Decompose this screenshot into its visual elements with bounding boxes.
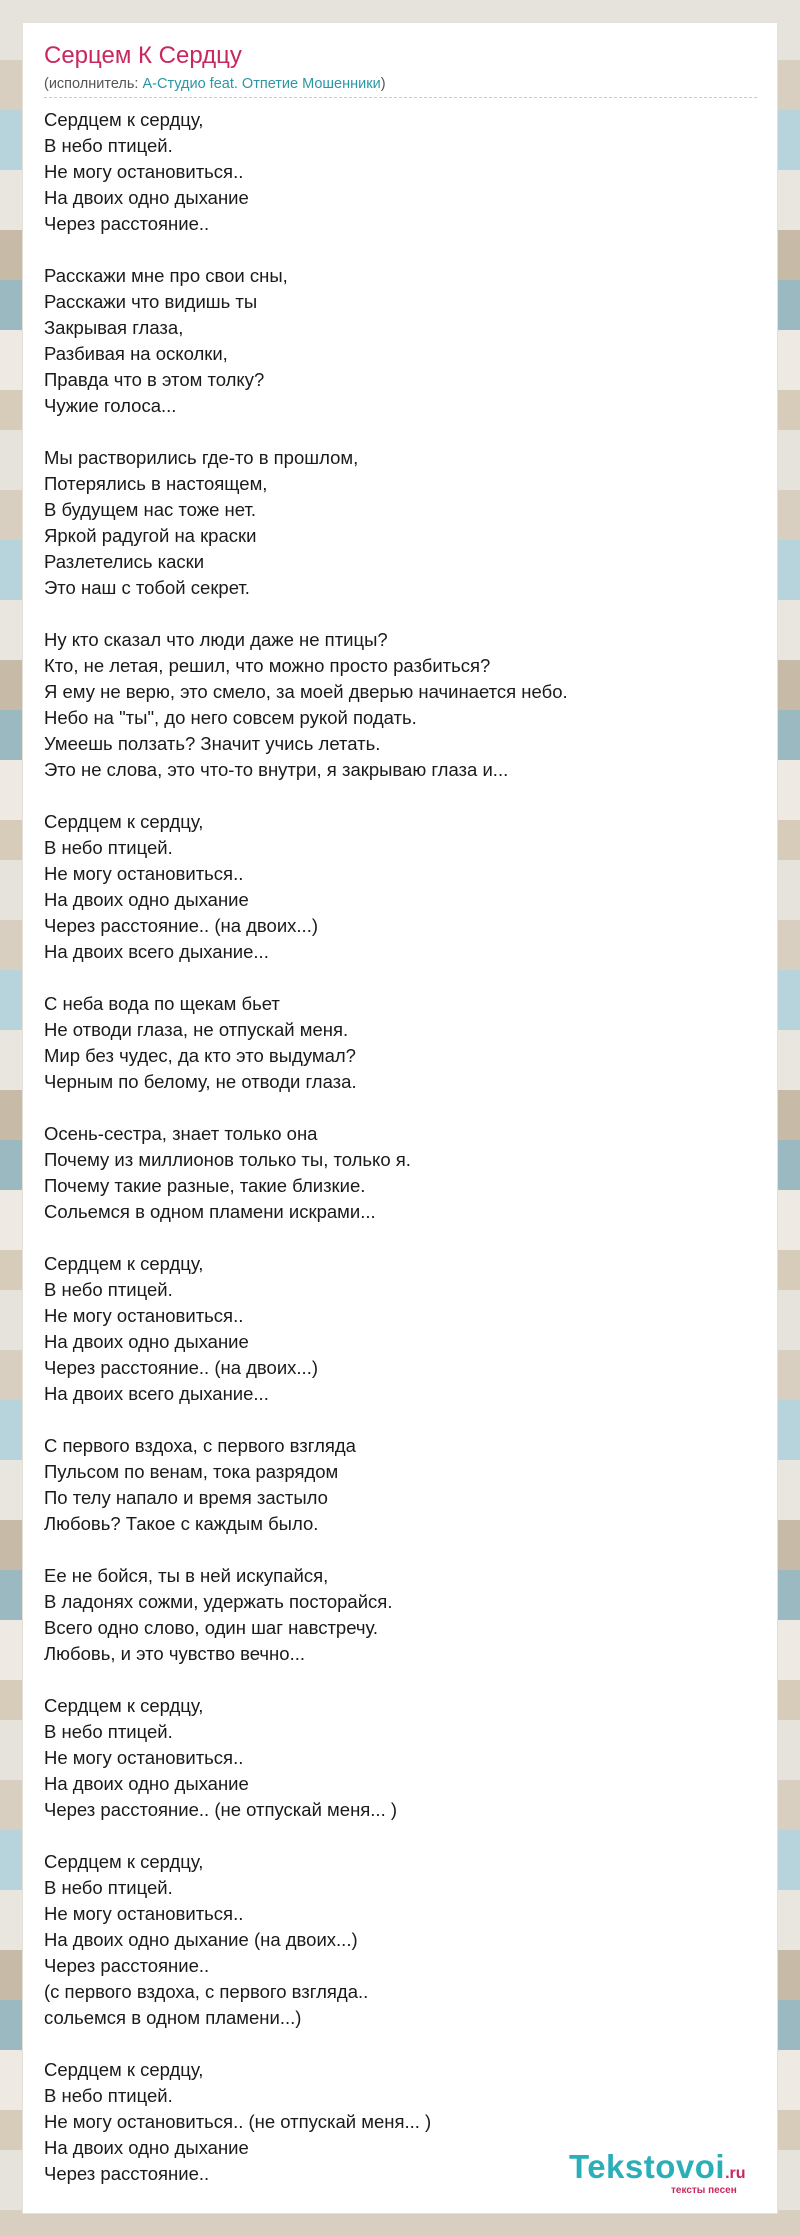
lyrics-line: Разлетелись каски: [44, 551, 205, 572]
lyrics-line: Сердцем к сердцу,: [44, 109, 204, 130]
lyrics-line: Сердцем к сердцу,: [44, 1253, 204, 1274]
lyrics-line: Сольемся в одном пламени искрами...: [44, 1201, 376, 1222]
lyrics-stanza: [44, 263, 764, 419]
lyrics-line: Мы растворились где-то в прошлом,: [44, 447, 359, 468]
lyrics-line: Не могу остановиться..: [44, 161, 244, 182]
lyrics-stanza: [44, 445, 764, 601]
lyrics-line: В небо птицей.: [44, 1877, 173, 1898]
lyrics-stanza: [44, 1251, 764, 1407]
lyrics-line: В небо птицей.: [44, 1721, 173, 1742]
lyrics-line: С первого вздоха, с первого взгляда: [44, 1435, 356, 1456]
lyrics-line: На двоих одно дыхание: [44, 1773, 249, 1794]
performer-suffix: ): [380, 76, 386, 92]
site-logo[interactable]: [569, 2147, 769, 2207]
logo-tagline: тексты песен: [671, 2185, 737, 2196]
lyrics-line: На двоих одно дыхание: [44, 889, 249, 910]
lyrics-line: На двоих всего дыхание...: [44, 1383, 269, 1404]
lyrics-line: На двоих всего дыхание...: [44, 941, 269, 962]
lyrics-line: Расскажи что видишь ты: [44, 291, 258, 312]
logo-name: Tekstovoi: [569, 2148, 726, 2185]
lyrics-line: Через расстояние..: [44, 1955, 210, 1976]
lyrics-line: Пульсом по венам, тока разрядом: [44, 1461, 339, 1482]
lyrics-line: Через расстояние..: [44, 213, 210, 234]
lyrics-line: Осень-сестра, знает только она: [44, 1123, 318, 1144]
lyrics-line: Почему из миллионов только ты, только я.: [44, 1149, 411, 1170]
page-title: Серцем К Сердцу: [44, 42, 242, 69]
lyrics-line: Не могу остановиться.. (не отпускай меня... ): [44, 2111, 432, 2132]
lyrics-line: Мир без чудес, да кто это выдумал?: [44, 1045, 356, 1066]
lyrics-line: Кто, не летая, решил, что можно просто разбиться?: [44, 655, 491, 676]
lyrics-line: На двоих одно дыхание (на двоих...): [44, 1929, 358, 1950]
lyrics-text: [44, 107, 764, 2213]
lyrics-line: Любовь? Такое с каждым было.: [44, 1513, 319, 1534]
lyrics-line: По телу напало и время застыло: [44, 1487, 328, 1508]
lyrics-line: Сердцем к сердцу,: [44, 1695, 204, 1716]
lyrics-line: Это наш с тобой секрет.: [44, 577, 250, 598]
lyrics-line: Это не слова, это что-то внутри, я закрываю глаза и...: [44, 759, 509, 780]
lyrics-line: В ладонях сожми, удержать посторайся.: [44, 1591, 393, 1612]
lyrics-line: Через расстояние.. (на двоих...): [44, 1357, 318, 1378]
lyrics-stanza: [44, 1433, 764, 1537]
lyrics-line: Закрывая глаза,: [44, 317, 184, 338]
lyrics-line: Не могу остановиться..: [44, 863, 244, 884]
lyrics-line: В небо птицей.: [44, 135, 173, 156]
lyrics-line: Сердцем к сердцу,: [44, 811, 204, 832]
lyrics-line: (с первого вздоха, с первого взгляда..: [44, 1981, 369, 2002]
lyrics-line: Всего одно слово, один шаг навстречу.: [44, 1617, 379, 1638]
lyrics-stanza: [44, 1693, 764, 1823]
lyrics-line: Умеешь ползать? Значит учись летать.: [44, 733, 381, 754]
lyrics-card: [22, 22, 778, 2214]
lyrics-line: Расскажи мне про свои сны,: [44, 265, 288, 286]
lyrics-stanza: [44, 627, 764, 783]
lyrics-line: Почему такие разные, такие близкие.: [44, 1175, 366, 1196]
lyrics-line: Через расстояние.. (на двоих...): [44, 915, 318, 936]
lyrics-line: Небо на "ты", до него совсем рукой подать.: [44, 707, 417, 728]
lyrics-line: На двоих одно дыхание: [44, 2137, 249, 2158]
lyrics-line: Ее не бойся, ты в ней искупайся,: [44, 1565, 329, 1586]
lyrics-line: В небо птицей.: [44, 2085, 173, 2106]
lyrics-stanza: [44, 1849, 764, 2031]
lyrics-line: Потерялись в настоящем,: [44, 473, 268, 494]
performer-line: [44, 75, 757, 98]
lyrics-line: Не отводи глаза, не отпускай меня.: [44, 1019, 349, 1040]
lyrics-line: На двоих одно дыхание: [44, 1331, 249, 1352]
lyrics-line: сольемся в одном пламени...): [44, 2007, 302, 2028]
lyrics-stanza: [44, 809, 764, 965]
lyrics-line: Разбивая на осколки,: [44, 343, 228, 364]
performer-link[interactable]: A-Студио feat. Отпетие Мошенники: [142, 76, 381, 92]
lyrics-line: Яркой радугой на краски: [44, 525, 257, 546]
lyrics-line: Не могу остановиться..: [44, 1305, 244, 1326]
lyrics-line: Через расстояние.. (не отпускай меня... ): [44, 1799, 398, 1820]
lyrics-line: Сердцем к сердцу,: [44, 1851, 204, 1872]
lyrics-line: Чужие голоса...: [44, 395, 177, 416]
lyrics-line: Через расстояние..: [44, 2163, 210, 2184]
lyrics-line: С неба вода по щекам бьет: [44, 993, 280, 1014]
lyrics-line: Не могу остановиться..: [44, 1903, 244, 1924]
lyrics-line: Черным по белому, не отводи глаза.: [44, 1071, 357, 1092]
performer-prefix: (исполнитель:: [44, 76, 143, 92]
lyrics-line: Любовь, и это чувство вечно...: [44, 1643, 305, 1664]
lyrics-stanza: [44, 991, 764, 1095]
lyrics-line: Ну кто сказал что люди даже не птицы?: [44, 629, 388, 650]
lyrics-line: В небо птицей.: [44, 837, 173, 858]
lyrics-line: Сердцем к сердцу,: [44, 2059, 204, 2080]
lyrics-line: Не могу остановиться..: [44, 1747, 244, 1768]
lyrics-line: Я ему не верю, это смело, за моей дверью начинается небо.: [44, 681, 568, 702]
lyrics-stanza: [44, 1121, 764, 1225]
lyrics-stanza: [44, 107, 764, 237]
lyrics-stanza: [44, 1563, 764, 1667]
logo-tld: .ru: [725, 2165, 746, 2182]
lyrics-line: В будущем нас тоже нет.: [44, 499, 257, 520]
lyrics-line: В небо птицей.: [44, 1279, 173, 1300]
lyrics-line: Правда что в этом толку?: [44, 369, 265, 390]
lyrics-line: На двоих одно дыхание: [44, 187, 249, 208]
